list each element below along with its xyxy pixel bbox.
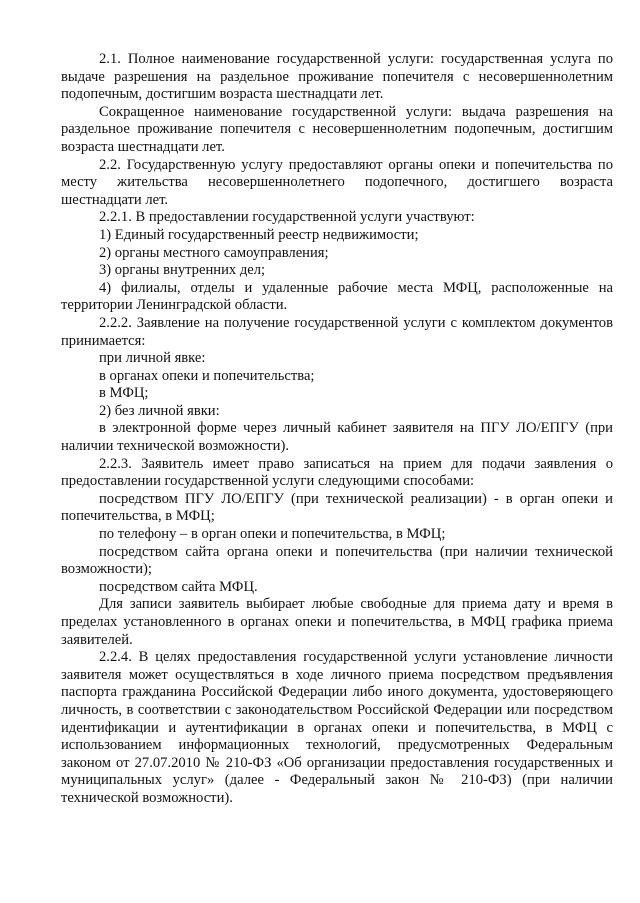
paragraph-2-1: 2.1. Полное наименование государственной услуги: государственная услуга по выдаче разрешения на раздельное проживание попечителя с несовершеннолетним подопечным, достигшим возраста шестнадцати лет. (61, 51, 613, 103)
paragraph-appointment: Для записи заявитель выбирает любые свободные для приема дату и время в пределах установленного в органах опеки и попечительства, в МФЦ графика приема заявителей. (61, 596, 613, 648)
paragraph-2-2-3: 2.2.3. Заявитель имеет право записаться на прием для подачи заявления о предоставлении государственной услуги следующими способами: (61, 455, 613, 490)
list-item-guardianship-bodies: в органах опеки и попечительства; (99, 367, 315, 384)
list-item-portal: посредством ПГУ ЛО/ЕПГУ (при технической реализации) - в орган опеки и попечительства, в МФЦ; (61, 490, 613, 525)
list-item-in-person: при личной явке: (99, 350, 206, 367)
list-item-electronic: в электронной форме через личный кабинет заявителя на ПГУ ЛО/ЕПГУ (при наличии технической возможности). (61, 420, 613, 455)
list-item-3: 3) органы внутренних дел; (99, 262, 266, 279)
list-item-phone: по телефону – в орган опеки и попечительства, в МФЦ; (99, 526, 446, 543)
list-item-remote: 2) без личной явки: (99, 402, 220, 419)
list-item-mfc-site: посредством сайта МФЦ. (99, 578, 258, 595)
list-item-mfc: в МФЦ; (99, 385, 149, 402)
list-item-1: 1) Единый государственный реестр недвижимости; (99, 226, 419, 243)
paragraph-2-2-4: 2.2.4. В целях предоставления государственной услуги установление личности заявителя может осуществляться в ходе личного приема посредством предъявления паспорта гражданина Российской Федерации либо иного документа, удостоверяющего личность, в соответствии с законодательством Российской Федерации или посредством идентификации и аутентификации в органах опеки и попечительства, в МФЦ с использованием информационных технологий, предусмотренных Федеральным законом от 27.07.2010 № 210-ФЗ «Об организации предоставления государственных и муниципальных услуг» (далее - Федеральный закон № 210-ФЗ) (при наличии технической возможности). (61, 649, 613, 806)
paragraph-2-2-1: 2.2.1. В предоставлении государственной услуги участвуют: (99, 209, 475, 226)
paragraph-2-2: 2.2. Государственную услугу предоставляют органы опеки и попечительства по месту жительства несовершеннолетнего подопечного, достигшего возраста шестнадцати лет. (61, 156, 613, 208)
list-item-2: 2) органы местного самоуправления; (99, 244, 329, 261)
paragraph-2-2-2: 2.2.2. Заявление на получение государственной услуги с комплектом документов принимается: (61, 314, 613, 349)
paragraph-short-name: Сокращенное наименование государственной услуги: выдача разрешения на раздельное проживание попечителя с несовершеннолетним подопечным, достигшим возраста шестнадцати лет. (61, 103, 613, 155)
list-item-guardianship-site: посредством сайта органа опеки и попечительства (при наличии технической возможности); (61, 543, 613, 578)
list-item-4: 4) филиалы, отделы и удаленные рабочие места МФЦ, расположенные на территории Ленинградской области. (61, 279, 613, 314)
